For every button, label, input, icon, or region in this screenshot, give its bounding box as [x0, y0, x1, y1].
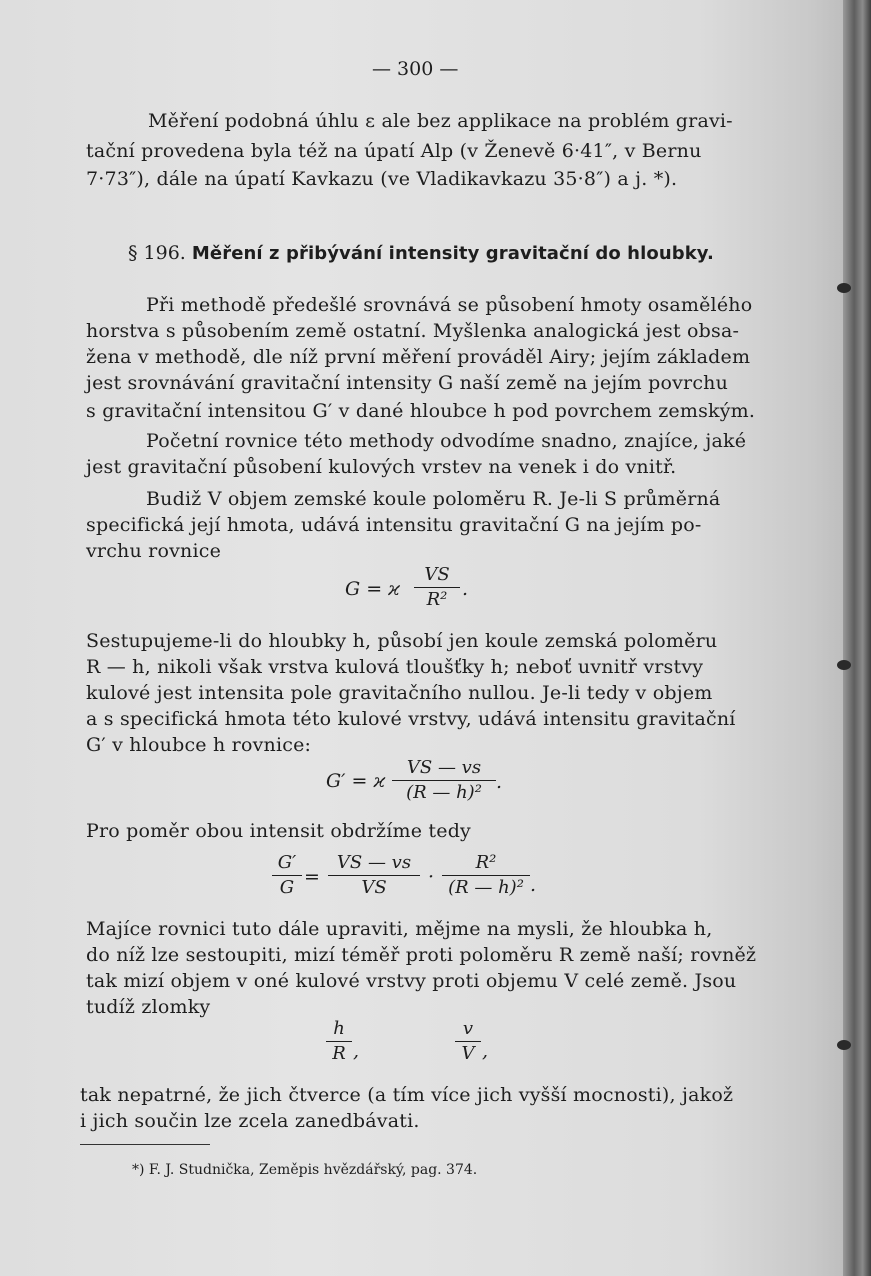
text-line: tudíž zlomky — [86, 996, 211, 1018]
equation-fraction — [328, 852, 420, 899]
fraction-denominator: (R — h)² — [448, 877, 524, 898]
fraction-bar — [414, 587, 460, 588]
text-line: horstva s působením země ostatní. Myšlenka analogická jest obsa- — [86, 320, 740, 342]
text-line: Majíce rovnici tuto dále upraviti, mějme na mysli, že hloubka h, — [86, 918, 713, 940]
equation-fraction — [326, 1018, 352, 1065]
text-line: Početní rovnice této methody odvodíme snadno, znajíce, jaké — [146, 430, 747, 452]
text-line: vrchu rovnice — [86, 540, 222, 562]
binding-stitch — [837, 660, 851, 670]
text-line: kulové jest intensita pole gravitačního nullou. Je-li tedy v objem — [86, 682, 713, 704]
fraction-bar — [326, 1041, 352, 1042]
text-line: tační provedena byla též na úpatí Alp (v Ženevě 6·41″, v Bernu — [86, 140, 702, 162]
text-line: Sestupujeme-li do hloubky h, působí jen koule zemská poloměru — [86, 630, 718, 652]
book-binding-edge — [843, 0, 871, 1276]
text-line: do níž lze sestoupiti, mizí téměř proti poloměru R země naší; rovněž — [86, 944, 757, 966]
fraction-bar — [442, 875, 530, 876]
fraction-denominator: VS — [361, 877, 387, 898]
fraction-numerator: h — [333, 1018, 345, 1039]
fraction-bar — [392, 780, 496, 781]
fraction-numerator: R² — [475, 852, 497, 873]
text-line: Budiž V objem zemské koule poloměru R. Je-li S průměrná — [146, 488, 721, 510]
text-line: tak mizí objem v oné kulové vrstvy proti objemu V celé země. Jsou — [86, 970, 737, 992]
fraction-bar — [272, 875, 302, 876]
text-line: i jich součin lze zcela zanedbávati. — [80, 1110, 420, 1132]
fraction-denominator: G — [279, 877, 295, 898]
text-line: tak nepatrné, že jich čtverce (a tím více jich vyšší mocnosti), jakož — [80, 1084, 734, 1106]
equation-fraction — [455, 1018, 481, 1065]
section-heading — [128, 242, 714, 264]
multiplication-dot: · — [428, 866, 435, 888]
footnote: *) F. J. Studnička, Zeměpis hvězdářský, pag. 374. — [132, 1162, 478, 1178]
text-line: Pro poměr obou intensit obdržíme tedy — [86, 820, 471, 842]
text-line: s gravitační intensitou G′ v dané hloubce h pod povrchem zemským. — [86, 400, 756, 422]
equation-fraction — [272, 852, 302, 899]
fraction-bar — [328, 875, 420, 876]
fraction-denominator: (R — h)² — [406, 782, 482, 803]
text-line: a s specifická hmota této kulové vrstvy, udává intensitu gravitační — [86, 708, 736, 730]
text-line: žena v methodě, dle níž první měření prováděl Airy; jejím základem — [86, 346, 751, 368]
fraction-numerator: G′ — [277, 852, 297, 873]
fraction-numerator: v — [462, 1018, 474, 1039]
equation-fraction — [392, 757, 496, 804]
binding-stitch — [837, 283, 851, 293]
equals-sign: = — [304, 866, 320, 888]
fraction-numerator: VS — vs — [336, 852, 412, 873]
text-line: Měření podobná úhlu ε ale bez applikace na problém gravi- — [148, 110, 733, 132]
equation-end: . — [496, 771, 503, 793]
equation-end: . — [462, 578, 469, 600]
fraction-denominator: R² — [426, 589, 448, 610]
text-line: R — h, nikoli však vrstva kulová tloušťky h; neboť uvnitř vrstvy — [86, 656, 704, 678]
equation-fraction — [442, 852, 530, 899]
fraction-bar — [455, 1041, 481, 1042]
equation-end: . — [530, 874, 537, 896]
footnote-rule — [80, 1144, 210, 1145]
section-title: Měření z přibývání intensity gravitační do hloubky. — [191, 243, 714, 264]
fraction-denominator: V — [461, 1043, 475, 1064]
page-number: — 300 — — [372, 58, 459, 80]
section-number: § 196. — [128, 242, 186, 264]
text-line: Při methodě předešlé srovnává se působení hmoty osamělého — [146, 294, 753, 316]
text-line: G′ v hloubce h rovnice: — [86, 734, 312, 756]
equation-lhs: G = ϰ — [345, 578, 401, 600]
equation-lhs: G′ = ϰ — [326, 770, 386, 792]
text-line: jest gravitační působení kulových vrstev na venek i do vnitř. — [86, 456, 677, 478]
fraction-numerator: VS — vs — [406, 757, 482, 778]
equation-separator: , — [482, 1040, 489, 1062]
text-line: 7·73″), dále na úpatí Kavkazu (ve Vladikavkazu 35·8″) a j. *). — [86, 168, 678, 190]
fraction-denominator: R — [332, 1043, 346, 1064]
equation-fraction — [414, 564, 460, 611]
text-line: jest srovnávání gravitační intensity G naší země na jejím povrchu — [86, 372, 729, 394]
binding-stitch — [837, 1040, 851, 1050]
fraction-numerator: VS — [424, 564, 450, 585]
equation-separator: , — [353, 1040, 360, 1062]
text-line: specifická její hmota, udává intensitu gravitační G na jejím po- — [86, 514, 702, 536]
